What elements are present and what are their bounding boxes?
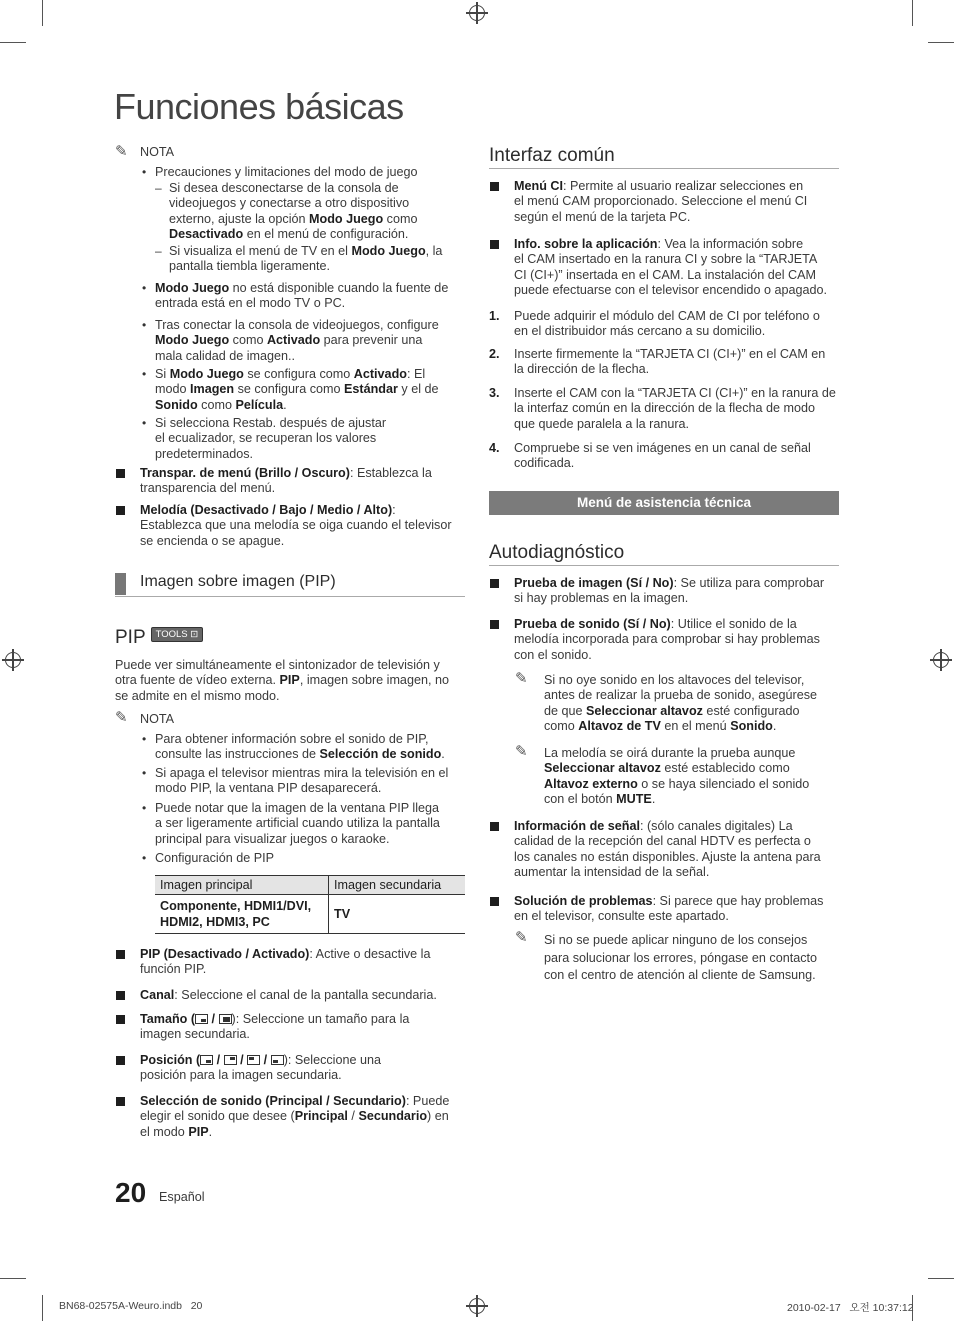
- sound-note-2: La melodía se oirá durante la prueba aunque Seleccionar altavoz esté establecido como Altavoz externo o se haya silenciado el sonido con el botón MUTE.: [544, 746, 810, 807]
- sound-note-1: Si no oye sonido en los altavoces del televisor, antes de realizar la prueba de sonido, asegúrese de que Seleccionar altavoz esté configurado como Altavoz de TV en el menú Sonido.: [544, 673, 818, 734]
- prueba-imagen-item: Prueba de imagen (Sí / No): Se utiliza para comprobar si hay problemas en la imagen.: [514, 576, 825, 606]
- pip-note-4: Configuración de PIP: [155, 851, 275, 865]
- tools-badge: TOOLS ⊡: [151, 627, 204, 642]
- support-menu-bar: Menú de asistencia técnica: [489, 491, 839, 515]
- table-cell: Componente, HDMI1/DVI, HDMI2, HDMI3, PC: [155, 895, 329, 934]
- pip-note-2: Si apaga el televisor mientras mira la televisión en el modo PIP, la ventana PIP desaparecerá.: [155, 766, 449, 796]
- note-pencil-icon: ✎: [115, 709, 128, 726]
- dash-icon: –: [155, 244, 162, 258]
- note-pencil-icon: ✎: [115, 143, 128, 160]
- game-dash-2: Si visualiza el menú de TV en el Modo Juego, la pantalla tiembla ligeramente.: [169, 244, 443, 274]
- note-pencil-icon: ✎: [515, 670, 528, 687]
- seleccion-item: Selección de sonido (Principal / Secundario): Puede elegir el sonido que desee (Principal / Secundario) en el modo PIP.: [140, 1094, 450, 1139]
- table-row: [155, 895, 465, 934]
- game-bullet-2: Modo Juego no está disponible cuando la fuente de entrada está en el modo TV o PC.: [155, 281, 449, 311]
- square-bullet-icon: [490, 822, 499, 831]
- step-1: Puede adquirir el módulo del CAM de CI por teléfono o en el distribuidor más cercano a su domicilio.: [514, 309, 820, 339]
- posicion-item: Posición ( / / / ): Seleccione una posición para la imagen secundaria.: [140, 1053, 382, 1083]
- crop-mark: [912, 0, 913, 26]
- crop-mark: [0, 1278, 26, 1279]
- bullet-icon: •: [142, 165, 147, 179]
- crop-mark: [0, 42, 26, 43]
- bullet-icon: •: [142, 766, 147, 780]
- registration-mark-icon: [5, 652, 21, 668]
- bullet-icon: •: [142, 416, 147, 430]
- section-rule: [489, 565, 839, 566]
- step-2: Inserte firmemente la “TARJETA CI (CI+)” en el CAM en la dirección de la flecha.: [514, 347, 826, 377]
- prueba-sonido-item: Prueba de sonido (Sí / No): Utilice el sonido de la melodía incorporada para comprobar si hay problemas con el sonido.: [514, 617, 820, 662]
- bullet-icon: •: [142, 318, 147, 332]
- menu-ci-item: Menú CI: Permite al usuario realizar selecciones en el menú CAM proporcionado. Seleccione el menú CI según el menú de la tarjeta PC.: [514, 179, 808, 224]
- solucion-item: Solución de problemas: Si parece que hay problemas en el televisor, consulte este apartado.: [514, 894, 824, 924]
- pip-onoff-item: PIP (Desactivado / Activado): Active o desactive la función PIP.: [140, 947, 431, 977]
- solucion-note: Si no se puede aplicar ninguno de los consejos para solucionar los errores, póngase en contacto con el centro de atención al cliente de Samsung.: [544, 933, 818, 982]
- bullet-icon: •: [142, 801, 147, 815]
- print-file-info: BN68-02575A-Weuro.indb 20: [59, 1300, 203, 1312]
- table-cell: TV: [329, 895, 466, 934]
- step-3: Inserte el CAM con la “TARJETA CI (CI+)” en la ranura de la interfaz común en la dirección de la flecha de modo que quede paralela a la ranura.: [514, 386, 836, 431]
- square-bullet-icon: [116, 506, 125, 515]
- step-number: 4.: [489, 441, 500, 455]
- crop-mark: [42, 1295, 43, 1321]
- position-top-right-icon: [224, 1055, 237, 1065]
- square-bullet-icon: [116, 1015, 125, 1024]
- step-number: 3.: [489, 386, 500, 400]
- size-large-icon: [219, 1014, 232, 1024]
- game-bullet-1: Precauciones y limitaciones del modo de juego: [155, 165, 418, 179]
- note-pencil-icon: ✎: [515, 929, 528, 946]
- table-header: Imagen secundaria: [329, 876, 466, 895]
- game-bullet-5: Si selecciona Restab. después de ajustar el ecualizador, se recuperan los valores predeterminados.: [155, 416, 387, 461]
- step-number: 2.: [489, 347, 500, 361]
- section-heading-ci: Interfaz común: [489, 145, 615, 166]
- pip-note-1: Para obtener información sobre el sonido de PIP, consulte las instrucciones de Selección de sonido.: [155, 732, 445, 762]
- square-bullet-icon: [116, 1056, 125, 1065]
- section-rule: [115, 596, 465, 597]
- square-bullet-icon: [490, 182, 499, 191]
- square-bullet-icon: [116, 1097, 125, 1106]
- section-rule: [489, 168, 839, 169]
- dash-icon: –: [155, 181, 162, 195]
- position-bottom-left-icon: [271, 1055, 284, 1065]
- note-label: NOTA: [140, 145, 175, 159]
- crop-mark: [928, 1278, 954, 1279]
- pip-intro: Puede ver simultáneamente el sintonizador de televisión y otra fuente de vídeo externa. PIP, imagen sobre imagen, no se admite en el mismo modo.: [115, 658, 449, 703]
- pip-heading: PIP TOOLS ⊡: [115, 627, 203, 649]
- bullet-icon: •: [142, 851, 147, 865]
- crop-mark: [928, 42, 954, 43]
- note-pencil-icon: ✎: [515, 743, 528, 760]
- step-4: Compruebe si se ven imágenes en un canal de señal codificada.: [514, 441, 811, 471]
- registration-mark-icon: [469, 5, 485, 21]
- square-bullet-icon: [490, 897, 499, 906]
- square-bullet-icon: [116, 469, 125, 478]
- transpar-item: Transpar. de menú (Brillo / Oscuro): Establezca la transparencia del menú.: [140, 466, 432, 496]
- game-bullet-4: Si Modo Juego se configura como Activado: El modo Imagen se configura como Estándar y el de Sonido como Película.: [155, 367, 439, 412]
- step-number: 1.: [489, 309, 500, 323]
- bullet-icon: •: [142, 732, 147, 746]
- melodia-item: Melodía (Desactivado / Bajo / Medio / Alto): Establezca que una melodía se oiga cuando el televisor se encienda o se apague.: [140, 503, 452, 548]
- page-number: 20: [115, 1177, 147, 1208]
- print-date-info: 2010-02-17 오전 10:37:12: [787, 1302, 914, 1314]
- square-bullet-icon: [490, 620, 499, 629]
- position-bottom-right-icon: [200, 1055, 213, 1065]
- bullet-icon: •: [142, 367, 147, 381]
- square-bullet-icon: [116, 991, 125, 1000]
- size-small-icon: [195, 1014, 208, 1024]
- registration-mark-icon: [469, 1298, 485, 1314]
- registration-mark-icon: [933, 652, 949, 668]
- square-bullet-icon: [116, 950, 125, 959]
- table-header: Imagen principal: [155, 876, 329, 895]
- pip-note-3: Puede notar que la imagen de la ventana PIP llega a ser ligeramente artificial cuando utiliza la pantalla principal para visualizar juegos o karaoke.: [155, 801, 440, 846]
- game-dash-1: Si desea desconectarse de la consola de videojuegos y conectarse a otro dispositivo externo, ajuste la opción Modo Juego como Desactivado en el menú de configuración.: [169, 181, 418, 242]
- page-title: Funciones básicas: [114, 86, 404, 127]
- page-language: Español: [159, 1190, 205, 1204]
- bullet-icon: •: [142, 281, 147, 295]
- square-bullet-icon: [490, 240, 499, 249]
- section-marker: [115, 573, 126, 595]
- square-bullet-icon: [490, 579, 499, 588]
- tamano-item: Tamaño ( / ): Seleccione un tamaño para la imagen secundaria.: [140, 1012, 410, 1042]
- section-heading-autodiag: Autodiagnóstico: [489, 542, 625, 563]
- crop-mark: [42, 0, 43, 26]
- note-label: NOTA: [140, 712, 175, 726]
- info-senal-item: Información de señal: (sólo canales digitales) La calidad de la recepción del canal HDTV es perfecta o los canales no están disponibles. Ajuste la antena para aumentar la intensidad de la señal.: [514, 819, 821, 880]
- position-top-left-icon: [247, 1055, 260, 1065]
- canal-item: Canal: Seleccione el canal de la pantalla secundaria.: [140, 988, 437, 1002]
- info-app-item: Info. sobre la aplicación: Vea la información sobre el CAM insertado en la ranura CI y sobre la “TARJETA CI (CI+)” insertada en el CAM. La instalación del CAM puede efectuarse con el televisor encendido o apagado.: [514, 237, 827, 298]
- section-heading-pip: Imagen sobre imagen (PIP): [140, 573, 336, 590]
- pip-config-table: [155, 875, 465, 934]
- tools-icon: ⊡: [190, 629, 199, 641]
- game-bullet-3: Tras conectar la consola de videojuegos, configure Modo Juego como Activado para prevenir una mala calidad de imagen..: [155, 318, 439, 363]
